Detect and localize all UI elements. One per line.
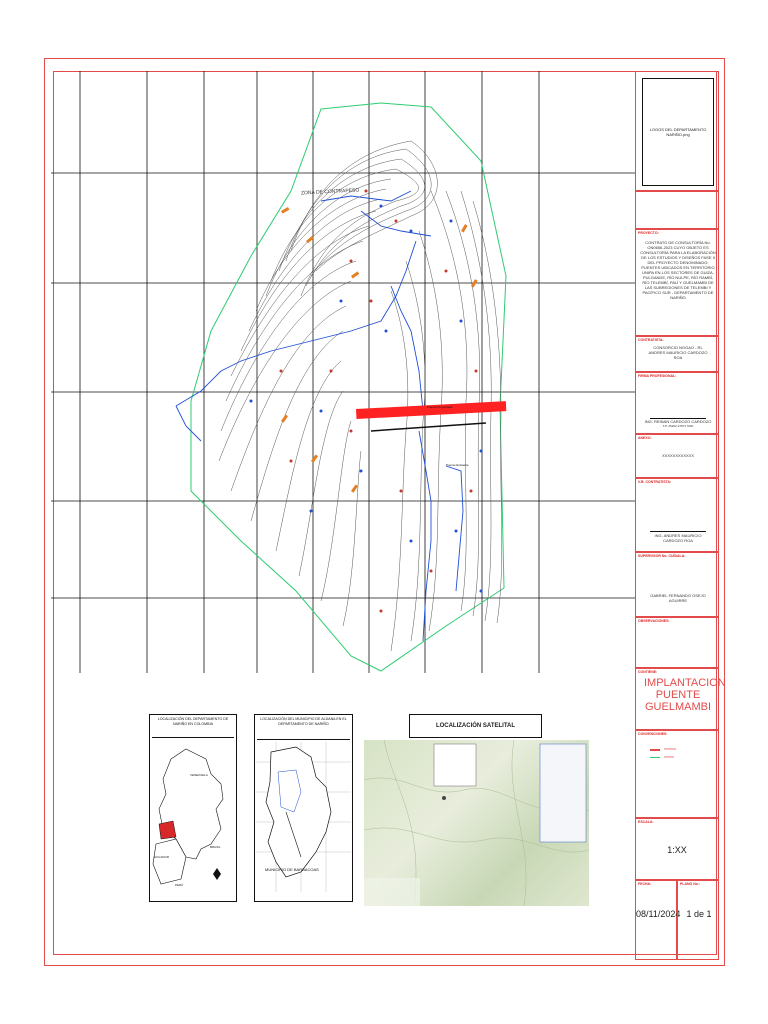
satellite-title: LOCALIZACIÓN SATELITAL bbox=[409, 714, 542, 738]
interventor-name: GABRIEL FERNANDO OSEJO AGUIRRE bbox=[650, 593, 706, 603]
observaciones-panel bbox=[635, 617, 719, 668]
conv-swatch-red bbox=[650, 749, 660, 751]
inset-colombia bbox=[149, 714, 237, 902]
contratista-label: CONTRATISTA: bbox=[638, 338, 664, 342]
proyecto-label: PROYECTO: bbox=[638, 231, 659, 235]
logo-panel bbox=[635, 71, 719, 191]
bridge-label-existente: Puente Existente bbox=[446, 463, 469, 467]
muni-caption: MUNICIPIO DE BARBACOAS bbox=[265, 867, 319, 872]
fecha-value: 08/11/2024 bbox=[636, 909, 681, 919]
label-venezuela: VENEZUELA bbox=[190, 773, 208, 777]
escala-panel bbox=[635, 818, 719, 880]
contiene-panel bbox=[635, 668, 726, 730]
zone-label: ZONA DE CONTRAPESO bbox=[300, 187, 360, 197]
interventor-panel bbox=[635, 552, 719, 617]
label-brasil: BRASIL bbox=[210, 845, 221, 849]
contratista-panel bbox=[635, 336, 719, 372]
plan-map-svg bbox=[51, 71, 635, 673]
escala-value: 1:XX bbox=[667, 845, 687, 855]
inset-narino bbox=[254, 714, 353, 902]
observaciones-label: OBSERVACIONES: bbox=[638, 619, 670, 623]
contour-lines bbox=[219, 141, 502, 651]
proyecto-panel bbox=[635, 229, 719, 336]
survey-points bbox=[250, 190, 483, 613]
anexo-label: ANEXO: bbox=[638, 436, 652, 440]
satellite-image bbox=[364, 740, 589, 906]
interventor-label: SUPERVISOR No. CUÍDALA: bbox=[638, 554, 686, 558]
label-ecuador: ECUADOR bbox=[154, 855, 170, 859]
inset-colombia-title: LOCALIZACIÓN DEL DEPARTAMENTO DE NARIÑO EN COLOMBIA bbox=[157, 717, 229, 726]
existing-bridge-line bbox=[371, 423, 486, 431]
contratista-text: CONSORCIO NOGAO - RL ANDRES MAURICIO CARDOZO ROA bbox=[648, 345, 708, 360]
survey-traverse bbox=[176, 191, 463, 641]
conv-item-2: XXXXX bbox=[664, 755, 675, 759]
firma-label: FIRMA PROFESIONAL: bbox=[638, 374, 677, 378]
escala-label: ESCALA: bbox=[638, 820, 654, 824]
narino-highlight bbox=[159, 821, 176, 839]
label-peru: PERÚ bbox=[175, 883, 184, 887]
director-label: V.B. CONTRATISTA: bbox=[638, 480, 672, 484]
conv-swatch-green bbox=[650, 757, 660, 758]
bridge-alignment bbox=[356, 401, 506, 419]
proyecto-text: CONTRATO DE CONSULTORÍA No. ON0656-2023 CUYO OBJETO ES CONSULTORÍA PARA LA ELABORACIÓN DE LOS ESTUDIOS Y DISEÑOS FASE II DEL PROYECTO DENOMINADO: PUENTES UBICADOS EN TERRITORIO UNIPA EN LOS SECTORES DE GUIZA, PULGANDE, RÍO NULPE, RÍO RAMBÍ, RÍO TELEMBÍ, PALÍ Y GUELMAMBI DE LAS SUBREGIONES DE TELEMBI Y PACÍFICO SUR - DEPARTAMENTO DE NARIÑO bbox=[640, 240, 716, 300]
conv-item-1: XXXXXX bbox=[664, 747, 677, 751]
plan-title: IMPLANTACION PUENTE GUELMAMBI bbox=[644, 677, 726, 713]
fecha-panel bbox=[635, 880, 681, 960]
satellite-terrain bbox=[364, 740, 589, 906]
firma-panel bbox=[635, 372, 719, 434]
contiene-label: CONTIENE: bbox=[638, 670, 658, 674]
logo-placeholder: LOGOS DEL DEPARTAMENTO NARIÑO.png bbox=[649, 127, 707, 137]
inset-narino-title: LOCALIZACIÓN DEL MUNICIPIO DE ALDANA EN EL DEPARTAMENTO DE NARIÑO bbox=[260, 717, 347, 726]
convenciones-label: CONVENCIONES: bbox=[638, 732, 668, 736]
blank-panel bbox=[635, 191, 719, 229]
plan-map bbox=[51, 71, 635, 673]
firma-tp: T.P. 25202-27871 SND bbox=[662, 424, 694, 428]
plano-value: 1 de 1 bbox=[686, 909, 712, 919]
fecha-label: FECHA: bbox=[638, 882, 652, 886]
coordinate-grid bbox=[51, 71, 635, 673]
colombia-map bbox=[151, 739, 235, 899]
director-name: ING. ANDRES MAURICIO CARDOZO ROA bbox=[654, 533, 702, 543]
elevation-labels bbox=[281, 207, 478, 493]
convenciones-panel bbox=[635, 730, 719, 818]
director-panel bbox=[635, 478, 719, 552]
bridge-label-proyectado: Puente Proyectado bbox=[427, 405, 453, 409]
plano-label: PLANO No.: bbox=[680, 882, 701, 886]
anexo-value: XXXXXXXXXXXX bbox=[661, 453, 694, 458]
plano-panel bbox=[677, 880, 719, 960]
anexo-panel bbox=[635, 434, 719, 478]
firma-name: ING. REINAN CARDOZO CARDOZO bbox=[644, 419, 712, 424]
